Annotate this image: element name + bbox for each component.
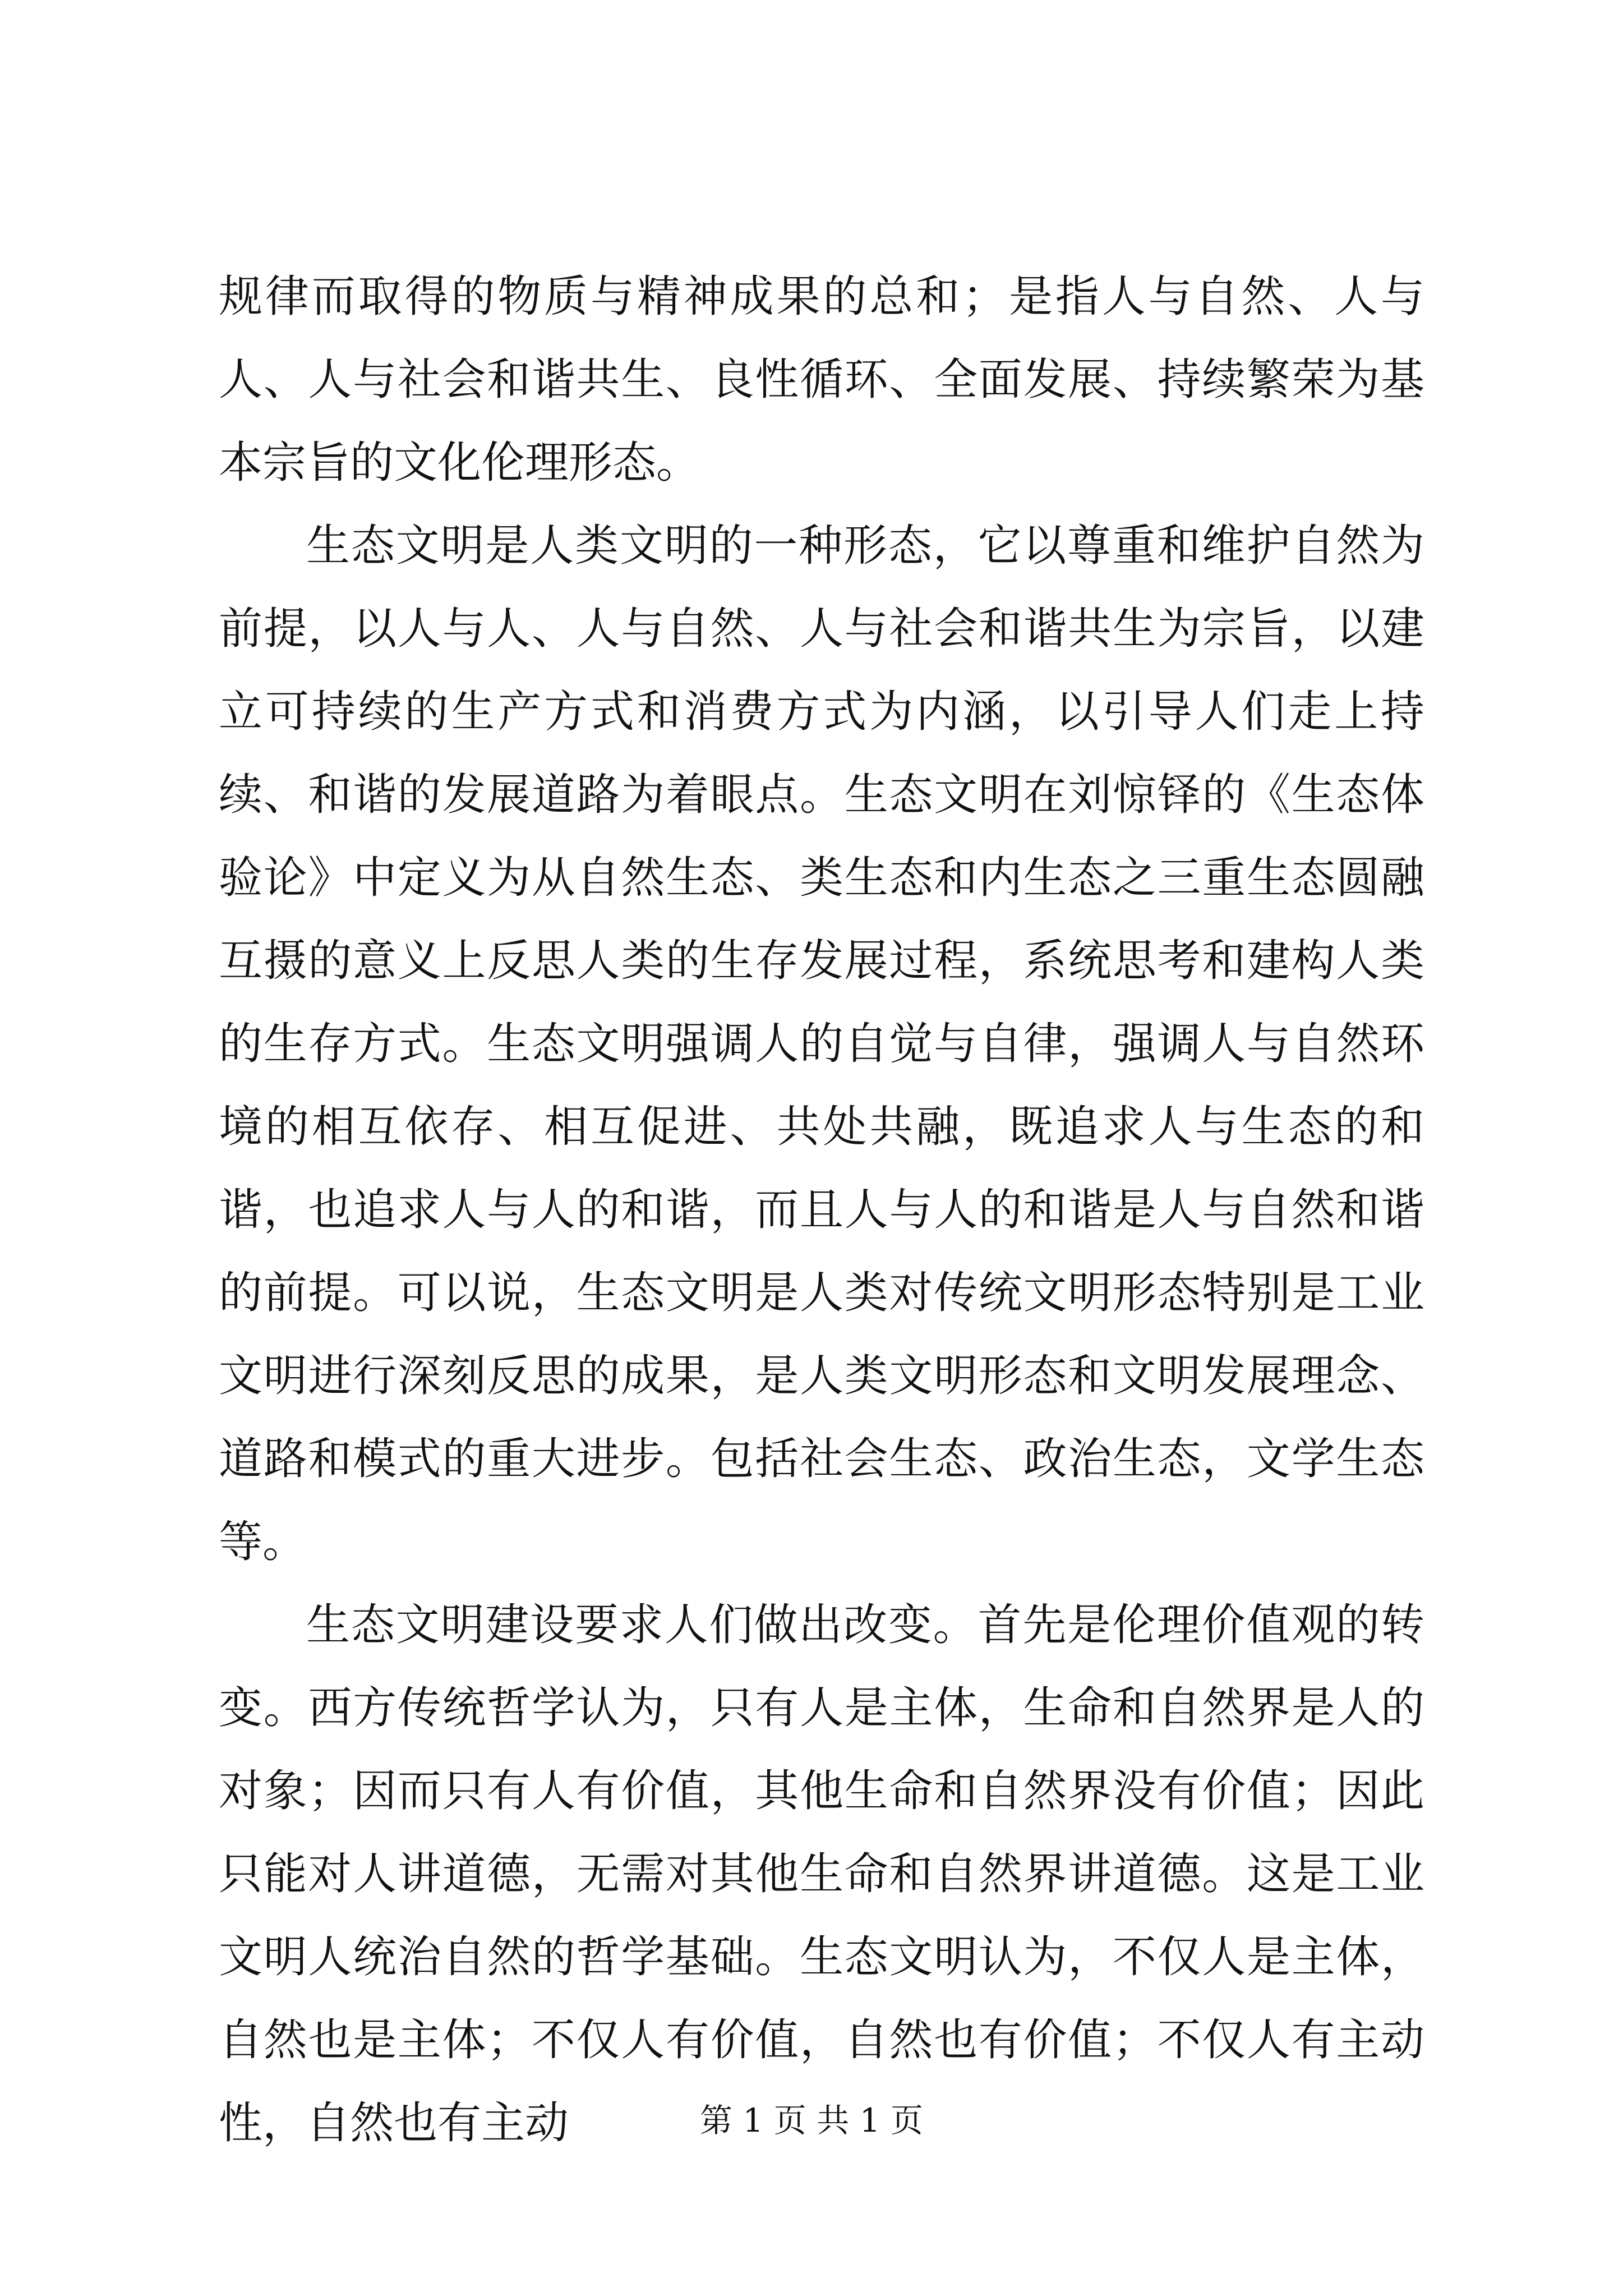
page-number-footer: 第 1 页 共 1 页 [700, 2101, 923, 2139]
paragraph-continuation: 规律而取得的物质与精神成果的总和；是指人与自然、人与人、人与社会和谐共生、良性循环、全面发展、持续繁荣为基本宗旨的文化伦理形态。 [219, 272, 1424, 488]
paragraph-ecological-civilization-construction: 生态文明建设要求人们做出改变。首先是伦理价值观的转变。西方传统哲学认为，只有人是主体，生命和自然界是人的对象；因而只有人有价值，其他生命和自然界没有价值；因此只能对人讲道德，无需对其他生命和自然界讲道德。这是工业文明人统治自然的哲学基础。生态文明认为，不仅人是主体，自然也是主体；不仅人有价值，自然也有价值；不仅人有主动性，自然也有主动 [219, 1600, 1424, 2148]
document-body [219, 255, 1424, 2165]
paragraph-ecological-civilization-definition: 生态文明是人类文明的一种形态，它以尊重和维护自然为前提，以人与人、人与自然、人与社会和谐共生为宗旨，以建立可持续的生产方式和消费方式为内涵，以引导人们走上持续、和谐的发展道路为着眼点。生态文明在刘惊铎的《生态体验论》中定义为从自然生态、类生态和内生态之三重生态圆融互摄的意义上反思人类的生存发展过程，系统思考和建构人类的生存方式。生态文明强调人的自觉与自律，强调人与自然环境的相互依存、相互促进、共处共融，既追求人与生态的和谐，也追求人与人的和谐，而且人与人的和谐是人与自然和谐的前提。可以说，生态文明是人类对传统文明形态特别是工业文明进行深刻反思的成果，是人类文明形态和文明发展理念、道路和模式的重大进步。包括社会生态、政治生态，文学生态等。 [219, 521, 1424, 1567]
